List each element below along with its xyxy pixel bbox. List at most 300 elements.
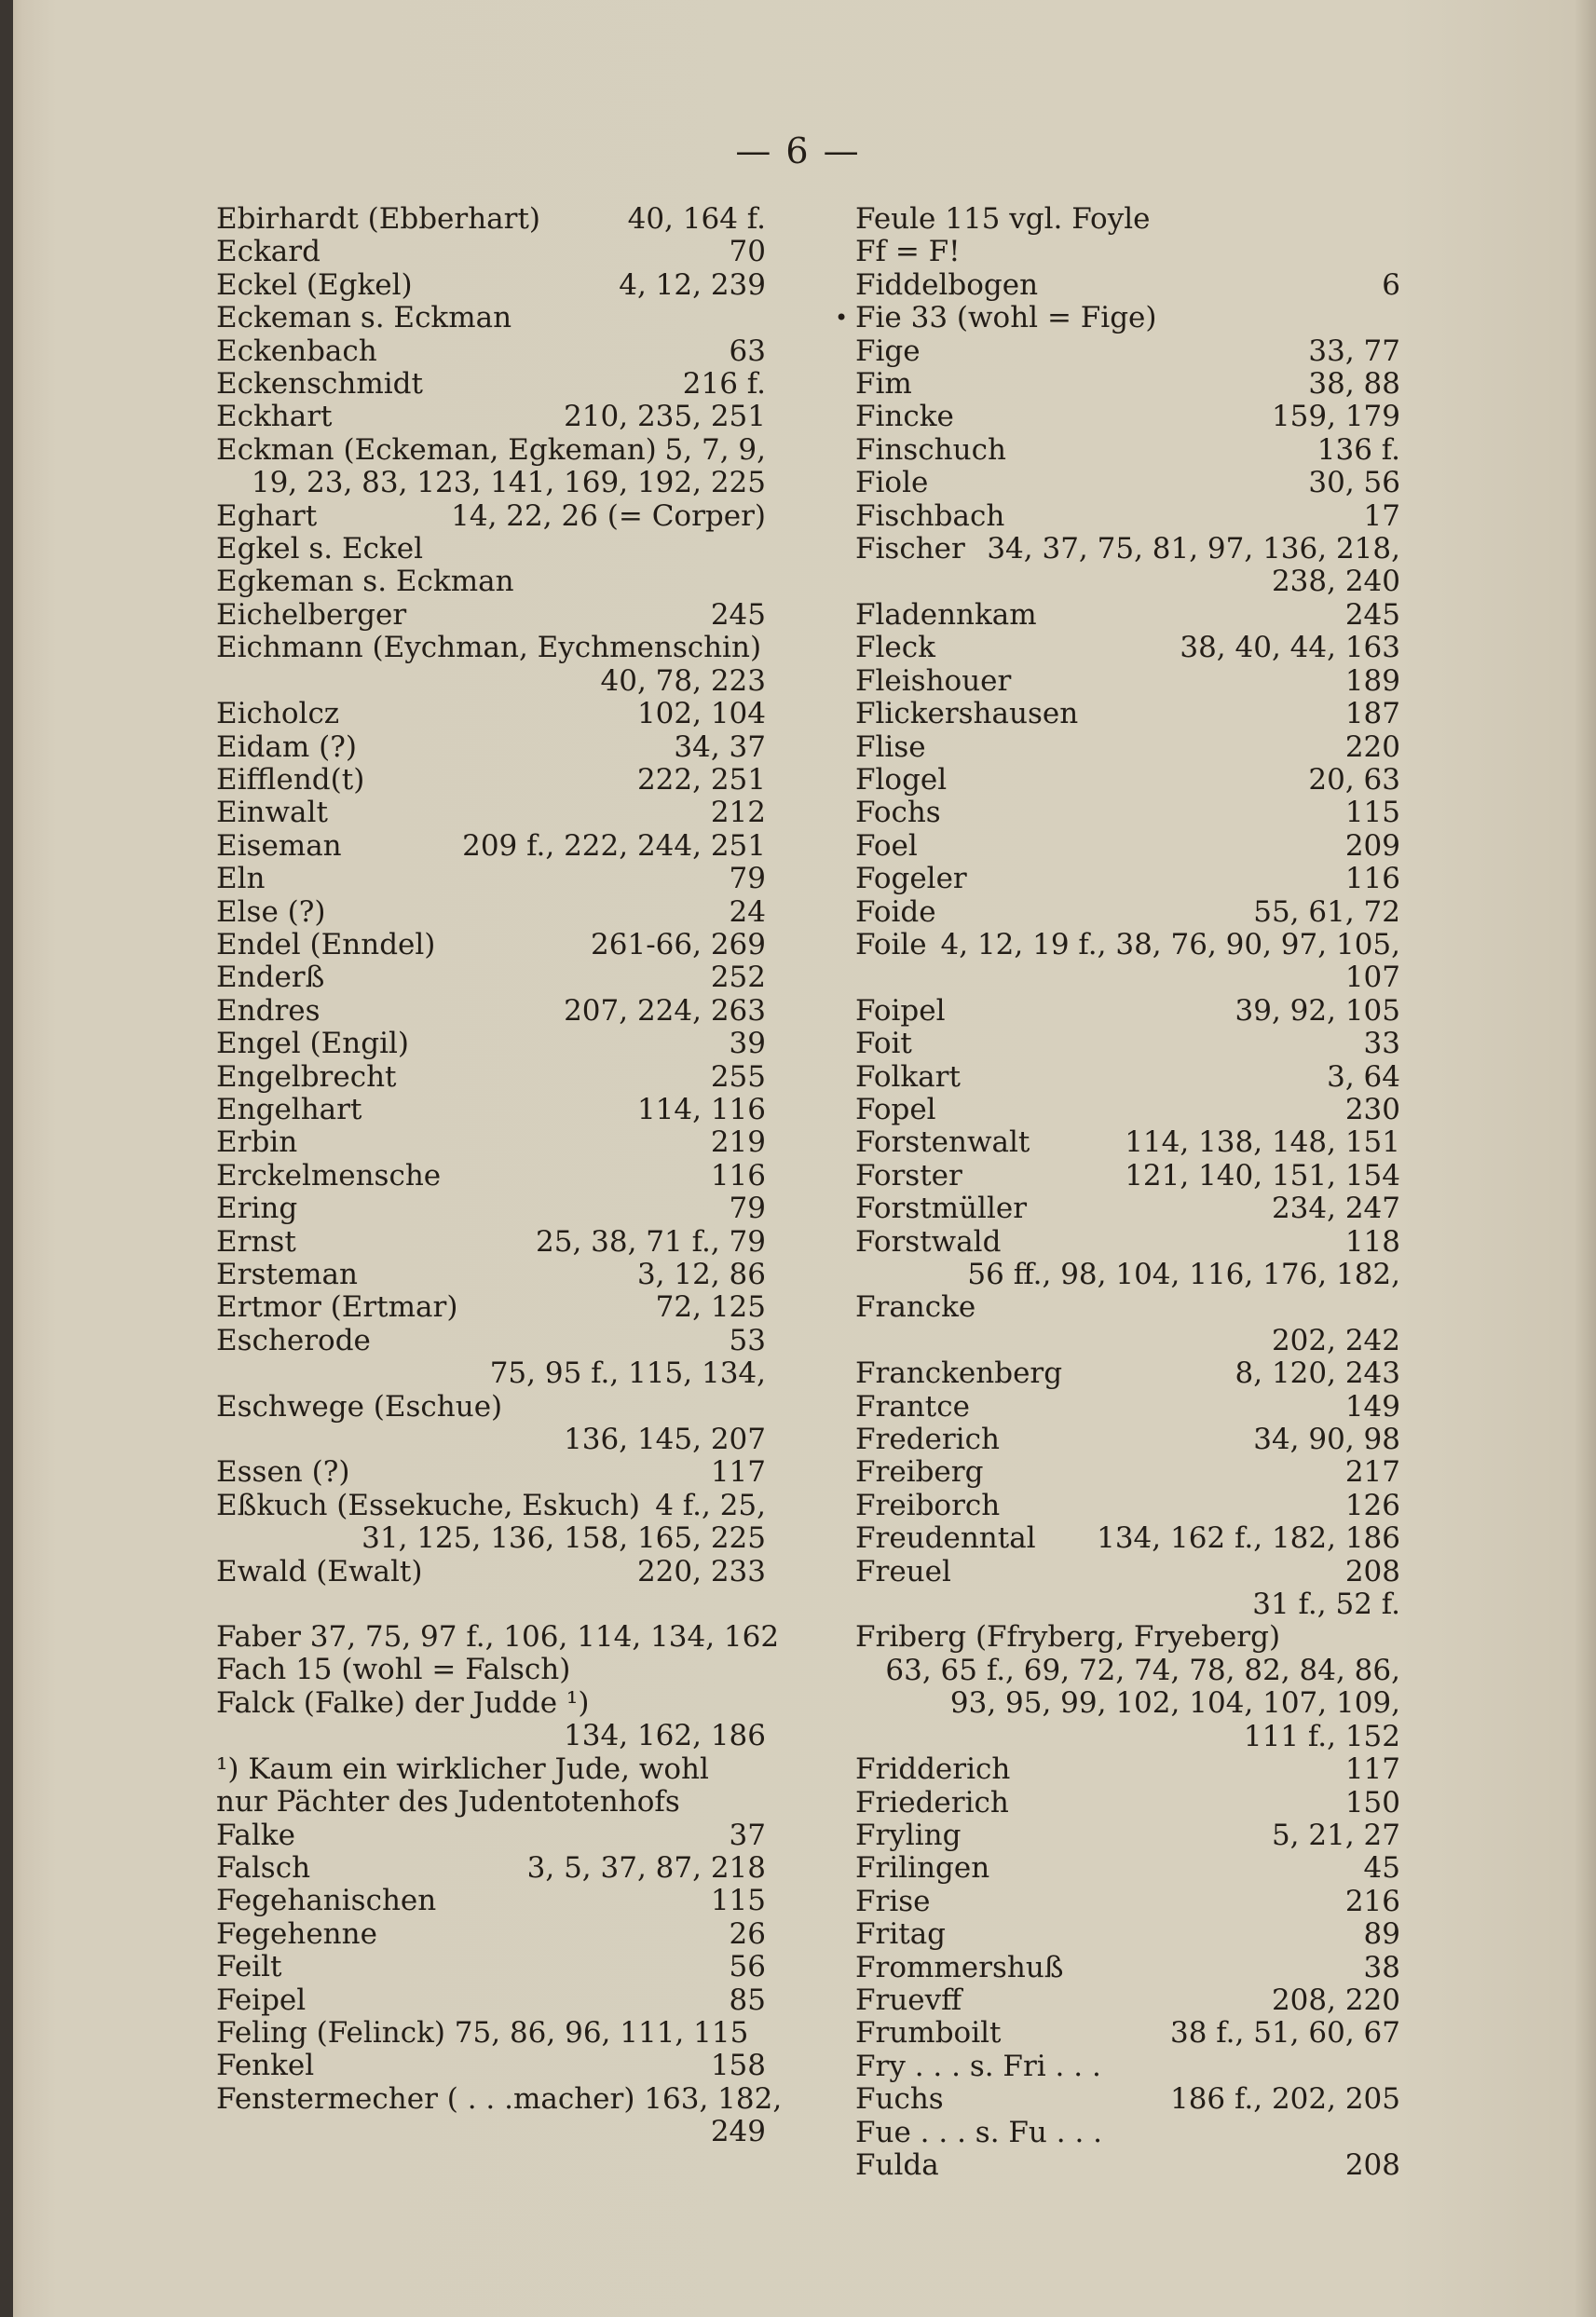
entry-page-refs: 4, 12, 19 f., 38, 76, 90, 97, 105, [940,927,1400,961]
entry-name: Essen (?) [216,1455,350,1490]
entry-page-refs: 3, 12, 86 [636,1258,766,1291]
entry-page-refs: 89 [1363,1917,1400,1952]
entry-name: Freiberg [855,1455,984,1490]
entry-name: Finschuch [855,432,1006,467]
entry-page-refs: 63 [729,334,766,368]
index-entry [855,2117,1400,2149]
entry-name: Enderß [216,961,325,995]
index-entry [855,1490,1400,1522]
entry-name: Fincke [855,400,954,434]
index-entry [855,368,1400,401]
entry-name: Falsch [216,1850,311,1885]
index-entry [216,1193,766,1225]
entry-page-refs: 33 [1363,1027,1400,1061]
entry-page-refs: 187 [1344,697,1400,731]
index-entry [855,401,1400,433]
index-entry [216,533,766,566]
entry-page-refs: 55, 61, 72 [1253,894,1400,929]
entry-page-refs: 45 [1363,1851,1400,1886]
entry-name: Fogeler [855,862,967,896]
entry-name: Eichelberger [216,597,407,632]
entry-page-refs: 220, 233 [636,1554,766,1588]
entry-name: Else (?) [216,894,326,929]
entry-name: Fruevff [855,1983,962,2017]
index-entry [216,1852,766,1885]
entry-name: Eiseman [216,828,342,863]
entry-name: Freiborch [855,1488,1001,1522]
entry-page-refs: 126 [1344,1488,1400,1522]
index-entry [855,632,1400,664]
index-entry [216,961,766,994]
entry-name: Eckenschmidt [216,367,423,402]
entry-page-refs: 219 [710,1125,766,1160]
index-entry [855,203,1400,236]
entry-page-refs: 189 [1344,663,1400,698]
index-entry [216,1951,766,1983]
index-entry [835,301,1400,335]
index-entry [855,434,1400,467]
index-entry [855,665,1400,698]
index-entry [855,1424,1400,1456]
entry-name: Eckard [216,235,321,269]
entry-name: Fach 15 (wohl = Falsch) [216,1653,571,1687]
entry-name: Foit [855,1027,912,1061]
entry-name: Franckenberg [855,1356,1063,1391]
entry-page-refs-continued: 19, 23, 83, 123, 141, 169, 192, 225 [251,466,766,500]
entry-name: Frantce [855,1389,970,1424]
entry-name: Frise [855,1884,931,1918]
index-entry [855,2017,1400,2050]
entry-name: Fischbach [855,498,1005,533]
entry-page-refs: 209 f., 222, 244, 251 [462,828,766,863]
entry-page-refs: 217 [1344,1455,1400,1490]
entry-name: Fleck [855,631,935,665]
entry-page-refs: 56 ff., 98, 104, 116, 176, 182, [967,1258,1400,1291]
entry-name: Fenkel [216,2049,315,2083]
entry-page-refs-continued: 31, 125, 136, 158, 165, 225 [361,1521,766,1556]
entry-name: Francke [855,1290,976,1325]
entry-name: Foile [855,927,927,961]
entry-name: Forstenwalt [855,1125,1030,1160]
entry-page-refs: 56 [729,1950,766,1984]
entry-name: Feipel [216,1983,307,2017]
entry-page-refs: 216 f. [682,367,766,402]
entry-page-refs-continued: 63, 65 f., 69, 72, 74, 78, 82, 84, 86, [885,1653,1400,1687]
entry-name: Freudenntal [855,1521,1036,1556]
entry-page-refs: 79 [729,1192,766,1226]
entry-name: Falck (Falke) der Judde ¹) [216,1685,590,1720]
index-entry [216,1984,766,2017]
entry-page-refs: 158 [710,2049,766,2083]
entry-name: Eckenbach [216,334,377,368]
entry-page-refs: 20, 63 [1308,762,1400,797]
entry-name: Friberg (Ffryberg, Fryeberg) [855,1620,1281,1655]
entry-name: Escherode [216,1323,371,1357]
entry-page-refs: 234, 247 [1271,1192,1400,1226]
index-entry [855,269,1400,302]
index-entry [216,2017,766,2050]
index-entry [855,896,1400,929]
entry-name: Foel [855,828,918,863]
entry-page-refs: 14, 22, 26 (= Corper) [451,498,766,533]
index-entry [216,632,766,698]
index-entry [855,731,1400,764]
index-entry [855,533,1400,599]
index-entry [855,1226,1400,1259]
entry-page-refs: 115 [710,1884,766,1918]
entry-page-refs: 117 [710,1455,766,1490]
entry-name: Fuchs [855,2082,944,2117]
entry-page-refs: 5, 21, 27 [1271,1818,1400,1852]
entry-name: Fryling [855,1818,962,1852]
entry-name: Fopel [855,1092,936,1126]
entry-name: Eßkuch (Essekuche, Eskuch) [216,1488,640,1522]
entry-name: Ff = F! [855,235,961,269]
index-entry [216,1918,766,1951]
index-entry [855,797,1400,829]
index-entry [855,236,1400,268]
entry-name: Fridderich [855,1752,1011,1787]
index-entry [216,368,766,401]
entry-name: Ertmor (Ertmar) [216,1290,458,1325]
entry-page-refs: 210, 235, 251 [564,400,766,434]
entry-name: Engelhart [216,1092,362,1126]
entry-name: Frilingen [855,1851,990,1886]
index-entry [216,1325,766,1357]
entry-page-refs: 245 [1344,597,1400,632]
index-column-right [835,202,1400,2182]
index-entry [855,1886,1400,1918]
index-entry [216,797,766,829]
index-entry [855,335,1400,368]
entry-page-refs: 115 [1344,796,1400,830]
entry-name: Engel (Engil) [216,1027,410,1061]
page-number: — 6 — [735,130,861,171]
entry-page-refs: 216 [1344,1884,1400,1918]
index-entry [855,1952,1400,1984]
entry-page-refs: 208, 220 [1271,1983,1400,2017]
entry-name: Eicholcz [216,697,340,731]
entry-name: Eichmann (Eychman, Eychmenschin) [216,631,762,665]
entry-page-refs: 114, 138, 148, 151 [1125,1125,1400,1160]
index-entry [216,1126,766,1159]
index-entry [855,1787,1400,1820]
entry-name: Flise [855,729,926,764]
entry-page-refs: 79 [729,862,766,896]
entry-name: Foipel [855,993,946,1028]
index-entry [216,1061,766,1094]
entry-page-refs-continued: 107 [1344,961,1400,995]
entry-name: Eghart [216,498,318,533]
entry-page-refs: 116 [710,1158,766,1193]
margin-bullet-mark: • [835,305,849,332]
entry-page-refs: 6 [1382,267,1400,302]
index-entry [216,599,766,632]
entry-page-refs: 4 f., 25, [655,1488,766,1522]
entry-name: Fim [855,367,912,402]
entry-name: Frumboilt [855,2016,1002,2051]
entry-page-refs: 30, 56 [1308,466,1400,500]
entry-page-refs: 121, 140, 151, 154 [1125,1158,1400,1193]
index-entry [216,2050,766,2082]
entry-name: Eckman (Eckeman, Egkeman) [216,432,657,467]
entry-page-refs-continued: 202, 242 [1271,1323,1400,1357]
entry-page-refs: 114, 116 [636,1092,766,1126]
index-entry [855,2083,1400,2116]
index-entry [216,269,766,302]
entry-name: Fige [855,334,921,368]
index-entry [855,863,1400,895]
entry-page-refs: 70 [729,235,766,269]
entry-page-refs: 72, 125 [655,1290,766,1325]
entry-name: Feling (Felinck) 75, 86, 96, 111, 115 [216,2015,749,2050]
index-entry [216,1654,766,1686]
entry-page-refs: 5, 7, 9, [664,432,766,467]
entry-page-refs: 212 [710,796,766,830]
entry-name: Engelbrecht [216,1059,397,1094]
index-entry [216,1357,766,1456]
entry-name: Fleishouer [855,663,1012,698]
entry-name: Fochs [855,796,941,830]
index-entry [216,1028,766,1060]
footnote: ¹) Kaum ein wirklicher Jude, wohl nur Pächter des Judentotenhofs [216,1751,709,1820]
entry-page-refs: 17 [1363,498,1400,533]
index-entry [216,1226,766,1259]
entry-name: Freuel [855,1554,951,1588]
index-column-left [216,202,783,2149]
entry-page-refs: 40, 164 f. [627,202,766,236]
entry-name: Fie 33 (wohl = Fige) [855,301,1157,335]
index-entry [216,1291,766,1324]
entry-name: Eln [216,862,266,896]
index-entry [216,995,766,1028]
index-entry [216,203,766,236]
index-entry [855,1061,1400,1094]
entry-name: Folkart [855,1059,961,1094]
entry-name: Erbin [216,1125,298,1160]
index-entry [216,434,766,500]
entry-name: Ering [216,1192,298,1226]
index-entry [216,302,766,334]
entry-name: Endres [216,993,321,1028]
entry-page-refs-continued: 93, 95, 99, 102, 104, 107, 109, [949,1686,1400,1721]
entry-page-refs: 25, 38, 71 f., 79 [536,1224,766,1259]
entry-page-refs: 4, 12, 239 [619,267,766,302]
index-entry [216,830,766,863]
entry-page-refs: 37 [729,1818,766,1852]
index-entry [216,1556,766,1588]
entry-page-refs: 118 [1344,1224,1400,1259]
entry-name: Egkeman s. Eckman [216,565,514,599]
index-entry [216,764,766,797]
entry-page-refs: 208 [1344,2147,1400,2182]
index-entry [216,896,766,929]
entry-name: Erckelmensche [216,1158,442,1193]
entry-name: Forster [855,1158,962,1193]
entry-name: Fegehenne [216,1916,377,1951]
index-entry [855,2149,1400,2182]
entry-name: Frommershuß [855,1950,1064,1984]
index-entry [216,1885,766,1917]
entry-name: Fegehanischen [216,1884,437,1918]
index-entry [855,1984,1400,2017]
index-entry [855,1918,1400,1951]
index-entry [855,2051,1400,2083]
entry-name: Fiddelbogen [855,267,1039,302]
entry-page-refs: 75, 95 f., 115, 134, [489,1356,766,1391]
entry-name: Foide [855,894,936,929]
entry-page-refs-continued: 136, 145, 207 [564,1423,766,1457]
entry-name: Einwalt [216,796,328,830]
index-entry [216,1490,766,1556]
index-entry [855,1588,1400,1753]
entry-name: Eckeman s. Eckman [216,301,512,335]
index-entry [855,1852,1400,1885]
index-entry [855,1391,1400,1424]
entry-page-refs-continued: 40, 78, 223 [600,663,766,698]
book-spine-edge [0,0,13,2317]
index-entry [855,830,1400,863]
index-entry [855,1556,1400,1588]
entry-page-refs: 222, 251 [636,762,766,797]
index-entry [216,731,766,764]
entry-page-refs: 230 [1344,1092,1400,1126]
entry-page-refs: 159, 179 [1271,400,1400,434]
entry-name: Feule 115 vgl. Foyle [855,202,1151,236]
entry-name: Ebirhardt (Ebberhart) [216,202,541,236]
index-entry [216,1094,766,1126]
entry-name: Fiole [855,466,929,500]
entry-page-refs: 26 [729,1916,766,1951]
entry-page-refs: 53 [729,1323,766,1357]
index-entry [855,1259,1400,1357]
entry-page-refs: 136 f. [1316,432,1400,467]
entry-page-refs: 220 [1344,729,1400,764]
entry-name: Friederich [855,1785,1009,1820]
index-entry [855,1820,1400,1852]
entry-name: Eifflend(t) [216,762,365,797]
entry-name: Ewald (Ewalt) [216,1554,423,1588]
entry-name: Falke [216,1818,295,1852]
entry-page-refs: 38 [1363,1950,1400,1984]
entry-name: Ersteman [216,1258,359,1291]
index-entry [216,566,766,598]
index-entry [216,929,766,961]
index-entry [855,599,1400,632]
entry-page-refs: 38, 88 [1308,367,1400,402]
index-entry [855,1753,1400,1786]
index-entry [216,1687,766,1753]
index-entry [216,401,766,433]
entry-name: Flogel [855,762,948,797]
entry-page-refs: 149 [1344,1389,1400,1424]
entry-page-refs: 245 [710,597,766,632]
index-entry [216,698,766,730]
entry-page-refs: 24 [729,894,766,929]
entry-page-refs: 117 [1344,1752,1400,1787]
entry-page-refs: 85 [729,1983,766,2017]
index-entry [216,863,766,895]
entry-page-refs-continued: 111 f., 152 [1243,1719,1400,1753]
index-entry [216,1620,780,1655]
entry-page-refs-continued: 249 [710,2115,766,2149]
index-entry [216,335,766,368]
entry-page-refs: 34, 37 [674,729,766,764]
entry-name: Fischer [855,532,965,566]
entry-name: Forstwald [855,1224,1002,1259]
entry-page-refs: 33, 77 [1308,334,1400,368]
index-entry [855,1193,1400,1225]
index-entry [855,500,1400,533]
entry-name: Frederich [855,1423,1000,1457]
index-entry [216,500,766,533]
index-entry [855,1126,1400,1159]
entry-page-refs: 252 [710,961,766,995]
entry-page-refs: 38 f., 51, 60, 67 [1170,2016,1400,2051]
entry-name: Fue . . . s. Fu . . . [855,2115,1103,2149]
index-entry [855,1028,1400,1060]
entry-name: Fulda [855,2147,939,2182]
entry-page-refs: 34, 90, 98 [1253,1423,1400,1457]
entry-name: Eckhart [216,400,333,434]
entry-page-refs: 208 [1344,1554,1400,1588]
entry-page-refs: 31 f., 52 f. [1252,1588,1400,1622]
entry-name: Faber 37, 75, 97 f., 106, 114, 134, 162 [216,1620,780,1655]
entry-page-refs: 3, 5, 37, 87, 218 [526,1850,766,1885]
section-gap [216,1588,766,1621]
entry-name: Eidam (?) [216,729,357,764]
entry-name: Fritag [855,1917,947,1952]
entry-page-refs: 8, 120, 243 [1235,1356,1400,1391]
index-entry [216,1160,766,1193]
entry-name: Fladennkam [855,597,1037,632]
entry-page-refs: 150 [1344,1785,1400,1820]
index-entry [855,764,1400,797]
index-entry [216,1820,766,1852]
entry-name: Eschwege (Eschue) [216,1389,503,1424]
index-entry [855,467,1400,499]
entry-page-refs: 102, 104 [636,697,766,731]
index-entry [855,1456,1400,1489]
entry-page-refs: 261-66, 269 [591,927,766,961]
entry-page-refs: 207, 224, 263 [564,993,766,1028]
index-entry [855,929,1400,995]
entry-page-refs: 116 [1344,862,1400,896]
entry-page-refs: 3, 64 [1327,1059,1400,1094]
entry-page-refs: 34, 37, 75, 81, 97, 136, 218, [987,532,1400,566]
entry-page-refs: 255 [710,1059,766,1094]
entry-name: Fry . . . s. Fri . . . [855,2049,1101,2083]
index-entry [855,1094,1400,1126]
entry-name: Feilt [216,1950,282,1984]
entry-page-refs: 39, 92, 105 [1235,993,1400,1028]
entry-page-refs-continued: 134, 162, 186 [564,1719,766,1753]
entry-page-refs: 38, 40, 44, 163 [1180,631,1400,665]
entry-page-refs-continued: 238, 240 [1271,565,1400,599]
entry-name: Eckel (Egkel) [216,267,413,302]
entry-name: Egkel s. Eckel [216,532,424,566]
entry-name: Forstmüller [855,1192,1028,1226]
entry-name: Flickershausen [855,697,1079,731]
entry-page-refs: 134, 162 f., 182, 186 [1097,1521,1400,1556]
entry-name: Fenstermecher ( . . .macher) 163, 182, [216,2081,783,2116]
index-entry [216,236,766,268]
index-entry [855,1522,1400,1555]
index-entry [855,698,1400,730]
index-entry [216,1259,766,1291]
index-entry [216,1456,766,1489]
entry-name: Endel (Enndel) [216,927,436,961]
